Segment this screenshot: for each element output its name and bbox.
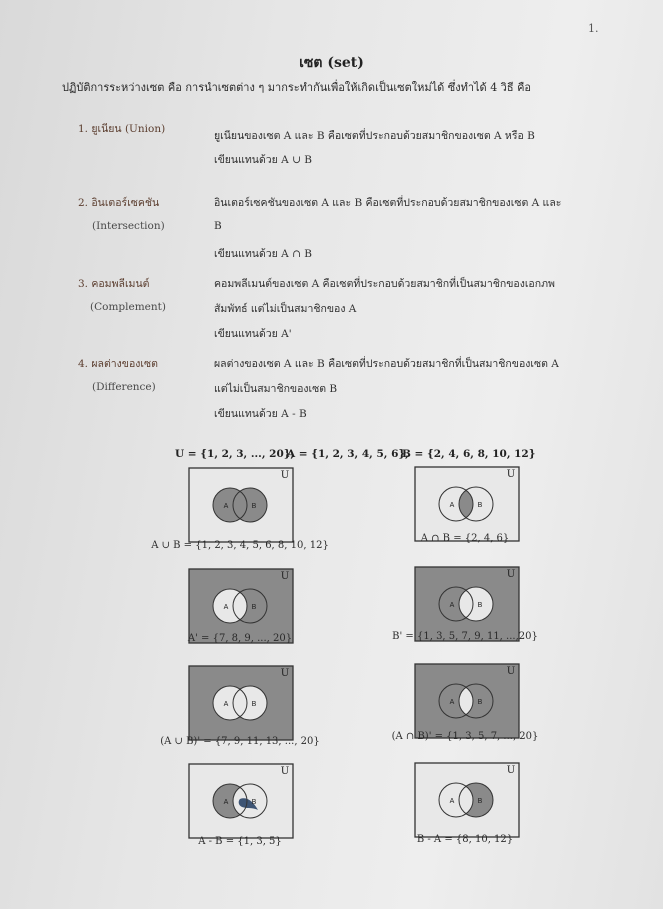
venn-intersection [414, 466, 520, 542]
circle-a-label: A [449, 502, 455, 509]
b-complement-caption: B' = {1, 3, 5, 7, 9, 11, ...,20} [392, 631, 538, 642]
venn-intersection-complement [414, 663, 520, 739]
intersection-notation: เขียนแทนด้วย A ∩ B [214, 248, 312, 260]
difference-definition: ผลต่างของเซต A และ B คือเซตที่ประกอบด้วยสมาชิกที่เป็นสมาชิกของเซต A [214, 358, 559, 370]
circle-a-label: A [223, 604, 229, 611]
difference-definition-cont: แต่ไม่เป็นสมาชิกของเซต B [214, 383, 338, 395]
venn-svg [188, 467, 294, 543]
union-notation: เขียนแทนด้วย A ∪ B [214, 154, 312, 166]
circle-b-label: B [477, 798, 483, 805]
complement-notation: เขียนแทนด้วย A' [214, 328, 292, 340]
union-caption: A ∪ B = {1, 2, 3, 4, 5, 6, 8, 10, 12} [151, 540, 329, 551]
venn-svg [414, 466, 520, 542]
set-a: A = {1, 2, 3, 4, 5, 6}, [287, 448, 409, 460]
set-b: B = {2, 4, 6, 8, 10, 12} [402, 448, 536, 460]
a-minus-b-caption: A - B = {1, 3, 5} [198, 836, 282, 847]
complement-english: (Complement) [90, 301, 166, 313]
venn-union-complement [188, 665, 294, 741]
b-minus-a-caption: B - A = {8, 10, 12} [416, 834, 514, 845]
circle-b-label: B [251, 799, 257, 806]
circle-a-label: A [223, 701, 229, 708]
circle-a-label: A [449, 602, 455, 609]
universe-label: U [506, 569, 516, 580]
intersection-heading: 2. อินเตอร์เซคชัน [78, 197, 160, 209]
intersection-complement-caption: (A ∩ B)' = {1, 3, 5, 7, ..., 20} [391, 731, 539, 742]
circle-b-label: B [251, 701, 257, 708]
complement-definition: คอมพลีเมนต์ของเซต A คือเซตที่ประกอบด้วยสมาชิกที่เป็นสมาชิกของเอกภพ [214, 278, 555, 290]
complement-definition-cont: สัมพัทธ์ แต่ไม่เป็นสมาชิกของ A [214, 303, 357, 315]
circle-b-label: B [251, 503, 257, 510]
venn-svg [188, 763, 294, 839]
universe-label: U [280, 571, 290, 582]
universe-label: U [280, 668, 290, 679]
intro-text: ปฏิบัติการระหว่างเซต คือ การนำเซตต่าง ๆ มากระทำกันเพื่อให้เกิดเป็นเซตใหม่ได้ ซึ่งทำได้ 4 วิธี คือ [62, 81, 532, 94]
circle-a-label: A [449, 699, 455, 706]
a-complement-caption: A' = {7, 8, 9, ..., 20} [187, 633, 293, 644]
universe-label: U [506, 765, 516, 776]
venn-union [188, 467, 294, 543]
circle-b-label: B [251, 604, 257, 611]
venn-svg [414, 762, 520, 838]
difference-english: (Difference) [92, 381, 156, 393]
universe-label: U [280, 766, 290, 777]
intersection-definition: อินเตอร์เซคชันของเซต A และ B คือเซตที่ประกอบด้วยสมาชิกของเซต A และ [214, 197, 562, 209]
difference-heading: 4. ผลต่างของเซต [78, 358, 158, 370]
difference-notation: เขียนแทนด้วย A - B [214, 408, 307, 420]
union-complement-caption: (A ∪ B)' = {7, 9, 11, 13, ..., 20} [160, 736, 320, 747]
universe-label: U [506, 666, 516, 677]
intersection-english: (Intersection) [92, 220, 165, 232]
circle-a-label: A [449, 798, 455, 805]
union-definition: ยูเนียนของเซต A และ B คือเซตที่ประกอบด้วยสมาชิกของเซต A หรือ B [214, 130, 535, 142]
venn-a-minus-b [188, 763, 294, 839]
circle-a-label: A [223, 799, 229, 806]
venn-b-minus-a [414, 762, 520, 838]
circle-b-label: B [477, 502, 483, 509]
intersection-caption: A ∩ B = {2, 4, 6} [420, 533, 510, 544]
venn-svg [188, 665, 294, 741]
intersection-definition-cont: B [214, 220, 222, 232]
venn-svg [414, 663, 520, 739]
page-number: 1. [588, 22, 599, 35]
union-heading: 1. ยูเนียน (Union) [78, 123, 166, 135]
universe-label: U [280, 470, 290, 481]
circle-a-label: A [223, 503, 229, 510]
page-title: เซต (set) [299, 55, 364, 71]
universe-set: U = {1, 2, 3, ..., 20}, [175, 448, 295, 460]
circle-b-label: B [477, 699, 483, 706]
universe-label: U [506, 469, 516, 480]
complement-heading: 3. คอมพลีเมนต์ [78, 278, 150, 290]
circle-b-label: B [477, 602, 483, 609]
